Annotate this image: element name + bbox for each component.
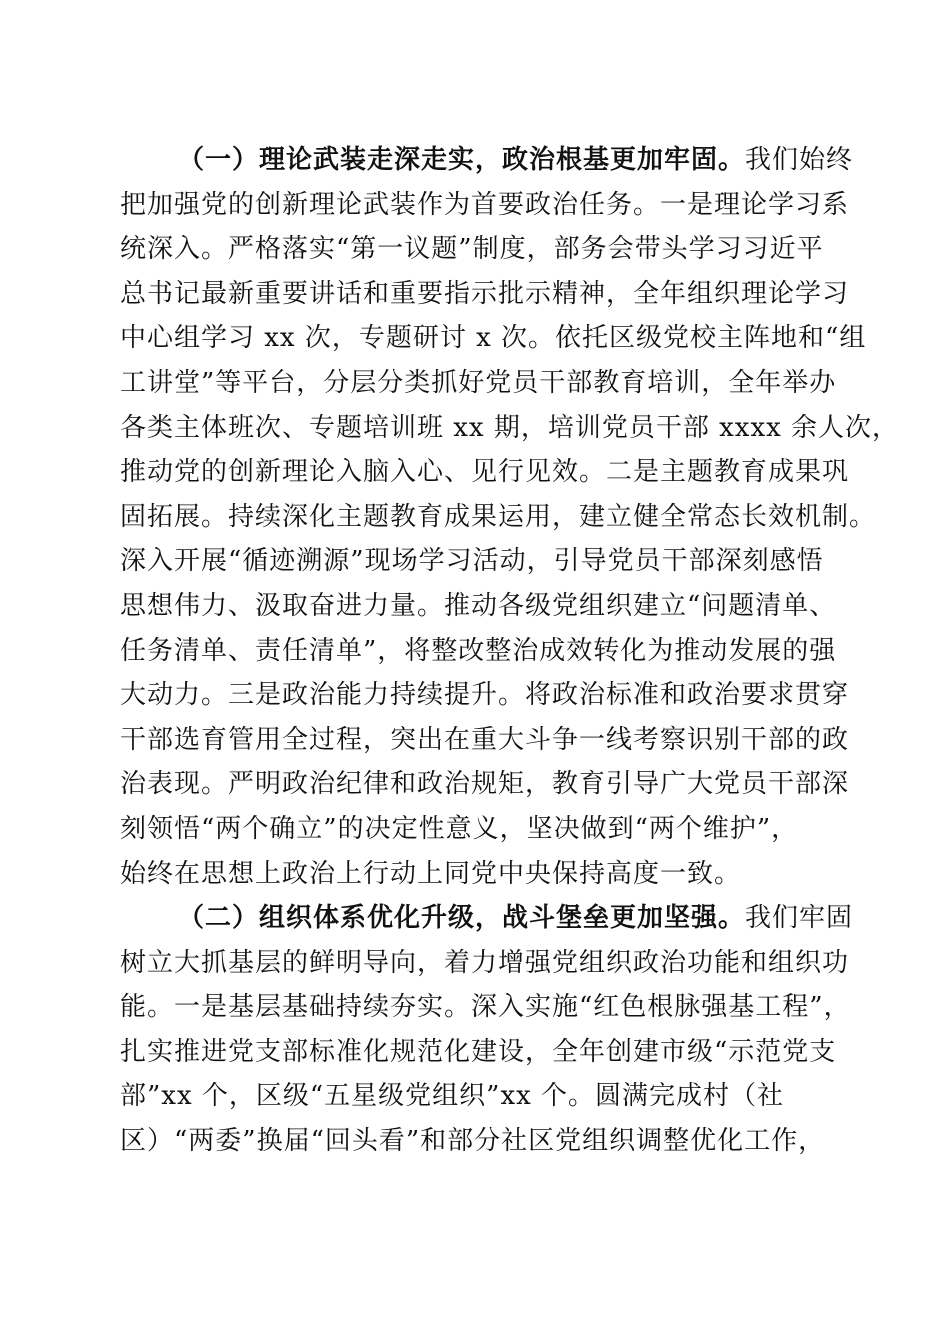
text-line: 大动力。三是政治能力持续提升。将政治标准和政治要求贯穿 — [120, 680, 850, 711]
document-body — [120, 138, 900, 1164]
text-line: 深入开展“循迹溯源”现场学习活动，引导党员干部深刻感悟 — [120, 546, 824, 577]
paragraph-2-line-1 — [178, 896, 854, 941]
paragraph-2-heading: （二）组织体系优化升级，战斗堡垒更加坚强。 — [178, 903, 746, 934]
paragraph-1-line-1 — [178, 138, 854, 183]
text-line: 区）“两委”换届“回头看”和部分社区党组织调整优化工作， — [120, 1126, 826, 1157]
text-line: 工讲堂”等平台，分层分类抓好党员干部教育培训，全年举办 — [120, 367, 837, 398]
text-line: 任务清单、责任清单”，将整改整治成效转化为推动发展的强 — [120, 635, 837, 666]
text-line: 部”xx 个，区级“五星级党组织”xx 个。圆满完成村（社 — [120, 1081, 785, 1112]
text-line: 固拓展。持续深化主题教育成果运用，建立健全常态长效机制。 — [120, 501, 877, 532]
paragraph-1-heading: （一）理论武装走深走实，政治根基更加牢固。 — [178, 145, 746, 175]
text-line: 统深入。严格落实“第一议题”制度，部务会带头学习习近平 — [120, 234, 824, 265]
text-line: 推动党的创新理论入脑入心、见行见效。二是主题教育成果巩 — [120, 457, 850, 488]
text-line: 治表现。严明政治纪律和政治规矩，教育引导广大党员干部深 — [120, 769, 850, 800]
text-run: 我们始终 — [745, 145, 854, 175]
text-run: 我们牢固 — [745, 903, 854, 934]
text-line: 树立大抓基层的鲜明导向，着力增强党组织政治功能和组织功 — [120, 947, 850, 978]
text-line: 总书记最新重要讲话和重要指示批示精神，全年组织理论学习 — [120, 278, 850, 309]
text-line: 思想伟力、汲取奋进力量。推动各级党组织建立“问题清单、 — [120, 590, 837, 621]
text-line: 能。一是基层基础持续夯实。深入实施“红色根脉强基工程”， — [120, 992, 851, 1023]
text-line: 刻领悟“两个确立”的决定性意义，坚决做到“两个维护”， — [120, 813, 799, 844]
text-line: 各类主体班次、专题培训班 xx 期，培训党员干部 xxxx 余人次， — [120, 412, 900, 443]
text-line: 始终在思想上政治上行动上同党中央保持高度一致。 — [120, 858, 742, 889]
text-line: 中心组学习 xx 次，专题研讨 x 次。依托区级党校主阵地和“组 — [120, 323, 867, 354]
text-line: 扎实推进党支部标准化规范化建设，全年创建市级“示范党支 — [120, 1036, 837, 1067]
text-line: 干部选育管用全过程，突出在重大斗争一线考察识别干部的政 — [120, 724, 850, 755]
text-line: 把加强党的创新理论武装作为首要政治任务。一是理论学习系 — [120, 189, 850, 220]
